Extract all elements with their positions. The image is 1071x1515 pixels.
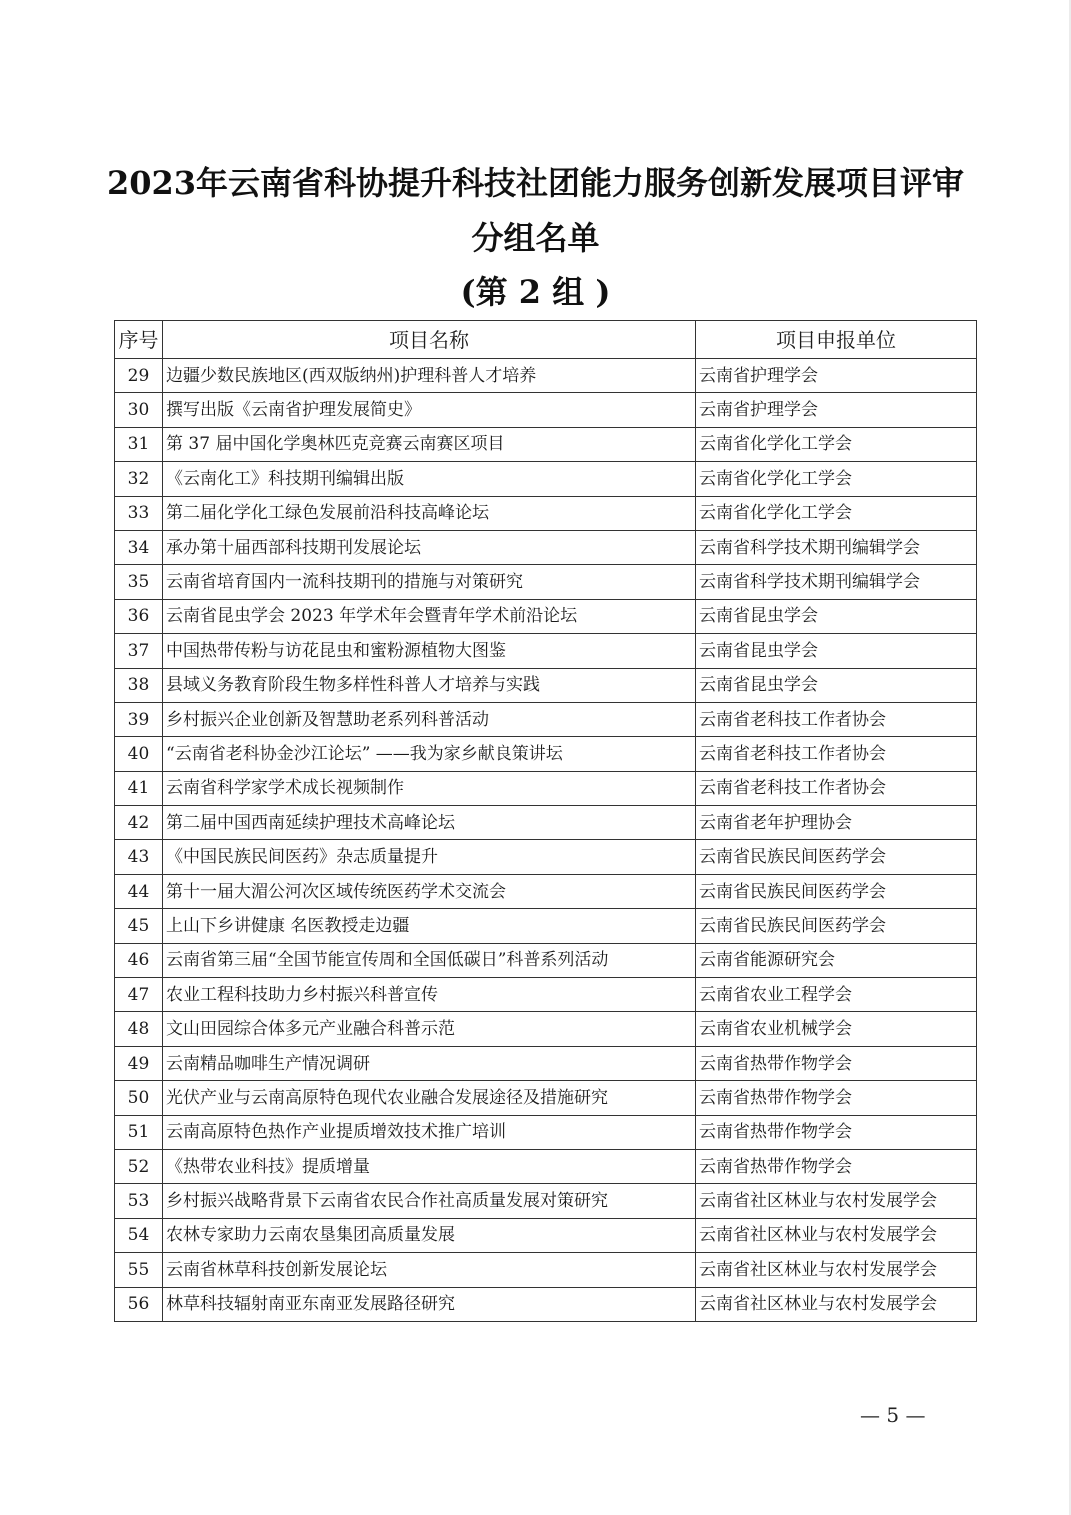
table-header-row	[115, 321, 977, 359]
table-row	[115, 496, 977, 530]
row-project-name: 文山田园综合体多元产业融合科普示范	[163, 1012, 696, 1046]
row-applicant-unit: 云南省老科技工作者协会	[696, 702, 977, 736]
row-applicant-unit: 云南省老科技工作者协会	[696, 771, 977, 805]
row-project-name: 中国热带传粉与访花昆虫和蜜粉源植物大图鉴	[163, 634, 696, 668]
table-row	[115, 771, 977, 805]
row-number: 52	[115, 1149, 163, 1183]
table-row	[115, 702, 977, 736]
page-subtitle: 分组名单	[471, 219, 600, 257]
table-row	[115, 943, 977, 977]
table-row	[115, 427, 977, 461]
row-applicant-unit: 云南省昆虫学会	[696, 634, 977, 668]
row-number: 46	[115, 943, 163, 977]
group-label: (第 2 组 )	[460, 273, 611, 311]
row-number: 43	[115, 840, 163, 874]
row-project-name: 云南高原特色热作产业提质增效技术推广培训	[163, 1115, 696, 1149]
row-number: 47	[115, 978, 163, 1012]
row-applicant-unit: 云南省社区林业与农村发展学会	[696, 1218, 977, 1252]
row-number: 30	[115, 393, 163, 427]
row-project-name: “云南省老科协金沙江论坛” ——我为家乡献良策讲坛	[163, 737, 696, 771]
table-row	[115, 909, 977, 943]
row-number: 41	[115, 771, 163, 805]
table-row	[115, 634, 977, 668]
row-applicant-unit: 云南省昆虫学会	[696, 599, 977, 633]
row-applicant-unit: 云南省昆虫学会	[696, 668, 977, 702]
row-applicant-unit: 云南省化学化工学会	[696, 427, 977, 461]
page-number: — 5 —	[860, 1403, 926, 1427]
row-number: 53	[115, 1184, 163, 1218]
row-number: 31	[115, 427, 163, 461]
row-number: 44	[115, 874, 163, 908]
row-applicant-unit: 云南省社区林业与农村发展学会	[696, 1287, 977, 1321]
table-row	[115, 737, 977, 771]
row-number: 36	[115, 599, 163, 633]
table-row	[115, 1012, 977, 1046]
row-number: 33	[115, 496, 163, 530]
table-row	[115, 1184, 977, 1218]
row-applicant-unit: 云南省能源研究会	[696, 943, 977, 977]
table-row	[115, 1149, 977, 1183]
row-applicant-unit: 云南省热带作物学会	[696, 1081, 977, 1115]
row-applicant-unit: 云南省社区林业与农村发展学会	[696, 1253, 977, 1287]
table-row	[115, 1115, 977, 1149]
row-project-name: 第二届化学化工绿色发展前沿科技高峰论坛	[163, 496, 696, 530]
row-project-name: 《云南化工》科技期刊编辑出版	[163, 462, 696, 496]
row-applicant-unit: 云南省热带作物学会	[696, 1115, 977, 1149]
row-project-name: 农林专家助力云南农垦集团高质量发展	[163, 1218, 696, 1252]
row-project-name: 云南省第三届“全国节能宣传周和全国低碳日”科普系列活动	[163, 943, 696, 977]
row-applicant-unit: 云南省农业机械学会	[696, 1012, 977, 1046]
table-row	[115, 1218, 977, 1252]
table-row	[115, 874, 977, 908]
row-project-name: 云南精品咖啡生产情况调研	[163, 1046, 696, 1080]
row-project-name: 第 37 届中国化学奥林匹克竞赛云南赛区项目	[163, 427, 696, 461]
row-number: 35	[115, 565, 163, 599]
row-applicant-unit: 云南省民族民间医药学会	[696, 909, 977, 943]
row-number: 29	[115, 359, 163, 393]
row-applicant-unit: 云南省护理学会	[696, 393, 977, 427]
table-row	[115, 599, 977, 633]
row-number: 50	[115, 1081, 163, 1115]
row-project-name: 云南省培育国内一流科技期刊的措施与对策研究	[163, 565, 696, 599]
row-number: 39	[115, 702, 163, 736]
table-row	[115, 1046, 977, 1080]
row-number: 48	[115, 1012, 163, 1046]
table-row	[115, 1253, 977, 1287]
row-number: 49	[115, 1046, 163, 1080]
row-project-name: 上山下乡讲健康 名医教授走边疆	[163, 909, 696, 943]
row-project-name: 县域义务教育阶段生物多样性科普人才培养与实践	[163, 668, 696, 702]
row-project-name: 乡村振兴企业创新及智慧助老系列科普活动	[163, 702, 696, 736]
table-row	[115, 1081, 977, 1115]
row-applicant-unit: 云南省民族民间医药学会	[696, 874, 977, 908]
row-project-name: 云南省科学家学术成长视频制作	[163, 771, 696, 805]
row-applicant-unit: 云南省科学技术期刊编辑学会	[696, 565, 977, 599]
table-row	[115, 978, 977, 1012]
row-applicant-unit: 云南省护理学会	[696, 359, 977, 393]
row-applicant-unit: 云南省热带作物学会	[696, 1046, 977, 1080]
row-project-name: 云南省林草科技创新发展论坛	[163, 1253, 696, 1287]
row-applicant-unit: 云南省民族民间医药学会	[696, 840, 977, 874]
row-number: 34	[115, 530, 163, 564]
row-project-name: 云南省昆虫学会 2023 年学术年会暨青年学术前沿论坛	[163, 599, 696, 633]
row-number: 38	[115, 668, 163, 702]
row-project-name: 边疆少数民族地区(西双版纳州)护理科普人才培养	[163, 359, 696, 393]
row-project-name: 承办第十届西部科技期刊发展论坛	[163, 530, 696, 564]
table-row	[115, 530, 977, 564]
row-applicant-unit: 云南省老年护理协会	[696, 806, 977, 840]
row-applicant-unit: 云南省老科技工作者协会	[696, 737, 977, 771]
row-number: 55	[115, 1253, 163, 1287]
row-project-name: 光伏产业与云南高原特色现代农业融合发展途径及措施研究	[163, 1081, 696, 1115]
header-project-name: 项目名称	[163, 321, 696, 359]
row-number: 42	[115, 806, 163, 840]
row-applicant-unit: 云南省科学技术期刊编辑学会	[696, 530, 977, 564]
row-project-name: 撰写出版《云南省护理发展简史》	[163, 393, 696, 427]
row-number: 40	[115, 737, 163, 771]
row-applicant-unit: 云南省化学化工学会	[696, 496, 977, 530]
row-number: 56	[115, 1287, 163, 1321]
table-row	[115, 462, 977, 496]
row-number: 54	[115, 1218, 163, 1252]
row-project-name: 乡村振兴战略背景下云南省农民合作社高质量发展对策研究	[163, 1184, 696, 1218]
table-row	[115, 359, 977, 393]
table-row	[115, 668, 977, 702]
header-number: 序号	[115, 321, 163, 359]
page-title: 2023年云南省科协提升科技社团能力服务创新发展项目评审	[106, 164, 965, 202]
table-row	[115, 1287, 977, 1321]
row-number: 45	[115, 909, 163, 943]
row-project-name: 《热带农业科技》提质增量	[163, 1149, 696, 1183]
row-applicant-unit: 云南省农业工程学会	[696, 978, 977, 1012]
row-project-name: 第二届中国西南延续护理技术高峰论坛	[163, 806, 696, 840]
row-number: 51	[115, 1115, 163, 1149]
row-project-name: 农业工程科技助力乡村振兴科普宣传	[163, 978, 696, 1012]
table-body	[115, 359, 977, 1322]
row-number: 32	[115, 462, 163, 496]
row-applicant-unit: 云南省社区林业与农村发展学会	[696, 1184, 977, 1218]
row-number: 37	[115, 634, 163, 668]
table-row	[115, 565, 977, 599]
row-project-name: 《中国民族民间医药》杂志质量提升	[163, 840, 696, 874]
row-applicant-unit: 云南省化学化工学会	[696, 462, 977, 496]
row-applicant-unit: 云南省热带作物学会	[696, 1149, 977, 1183]
row-project-name: 第十一届大湄公河次区域传统医药学术交流会	[163, 874, 696, 908]
table-row	[115, 840, 977, 874]
table-row	[115, 393, 977, 427]
row-project-name: 林草科技辐射南亚东南亚发展路径研究	[163, 1287, 696, 1321]
project-table	[114, 320, 977, 1322]
table-row	[115, 806, 977, 840]
header-applicant-unit: 项目申报单位	[696, 321, 977, 359]
